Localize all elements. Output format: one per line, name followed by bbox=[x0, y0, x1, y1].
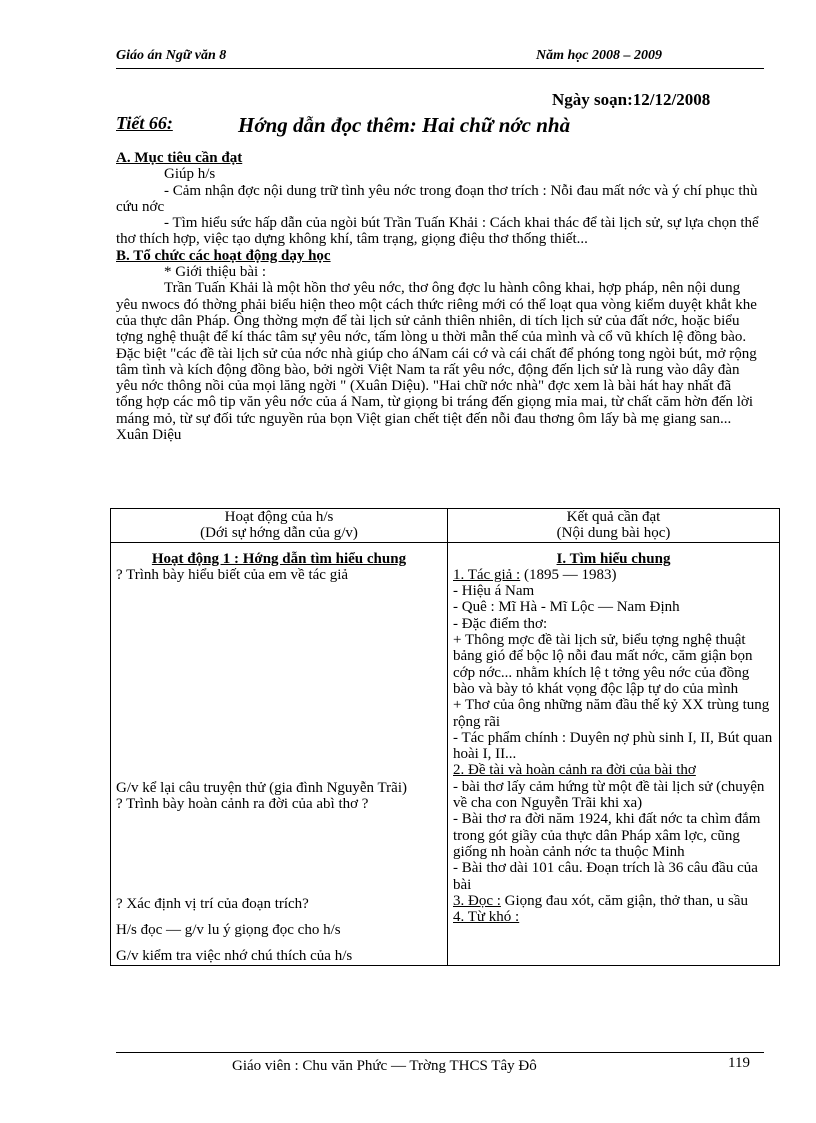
result-column bbox=[448, 542, 780, 965]
author-years: (1895 — 1983) bbox=[520, 566, 617, 583]
activity-item: G/v kiểm tra việc nhớ chú thích của h/s bbox=[116, 948, 353, 965]
result-item: - Bài thơ ra đời năm 1924, khi đất nớc ta chìm đắm trong gót giầy của thực dân Pháp xâm lợc, cũng giống nh hoàn cảnh nớc ta thuộc Minh bbox=[453, 811, 761, 860]
header-text: (Nội dung bài học) bbox=[556, 525, 671, 542]
table-row bbox=[111, 542, 780, 965]
header-text: Kết quả cần đạt bbox=[566, 509, 661, 525]
activity-item: H/s đọc — g/v lu ý giọng đọc cho h/s bbox=[116, 922, 341, 939]
result-item: - Bài thơ dài 101 câu. Đoạn trích là 36 câu đầu của bài bbox=[453, 860, 758, 893]
reading-note: Giọng đau xót, căm giận, thở than, u sầu bbox=[500, 892, 748, 909]
subsection-title: 1. Tác giả : bbox=[453, 566, 521, 583]
header-subject: Giáo án Ngữ văn 8 bbox=[116, 48, 227, 63]
table-header-left bbox=[111, 509, 448, 543]
footer-teacher: Giáo viên : Chu văn Phức — Trờng THCS Tây Đô bbox=[232, 1058, 537, 1074]
section-a-line: - Tìm hiểu sức hấp dẫn của ngòi bút Trần Tuấn Khải : Cách khai thác để tài lịch sử, sự lựa chọn thể thơ thích hợp, việc tạo dựng không khí, tâm trạng, giọng điệu thơ thống thiết... bbox=[116, 215, 759, 248]
section-b-title: B. Tổ chức các hoạt động dạy học bbox=[116, 247, 331, 264]
activity-item: ? Xác định vị trí của đoạn trích? bbox=[116, 895, 309, 912]
section-a-line: - Cảm nhận đợc nội dung trữ tình yêu nớc trong đoạn thơ trích : Nỗi đau mất nớc và ý chí phục thù cứu nớc bbox=[116, 182, 758, 215]
subsection-title: 4. Từ khó : bbox=[453, 909, 520, 926]
page-number: 119 bbox=[728, 1055, 750, 1071]
result-item: + Thơ của ông những năm đầu thế kỷ XX trùng tung rộng rãi bbox=[453, 697, 770, 730]
page-header bbox=[116, 46, 764, 69]
lesson-title: Hớng dẫn đọc thêm: Hai chữ nớc nhà bbox=[238, 113, 571, 137]
section-a bbox=[116, 150, 761, 443]
section-a-title: A. Mục tiêu cần đạt bbox=[116, 150, 243, 166]
intro-paragraph: Trần Tuấn Khải là một hồn thơ yêu nớc, thơ ông đợc lu hành công khai, hợp pháp, nên nội dung yêu nwocs đó thờng phải biểu hiện theo một cách thức riêng mới có thể loạt qua vòng kiểm duyệt khắt khe của thực dân Pháp. Ông thờng mợn để tài lịch sử cảnh thiên nhiên, di tích lịch sử của đất nớc, hoặc biểu tợng nghệ thuật để kí thác tâm sự yêu nớc, tấm lòng u thời mẫn thế của mình và cổ vũ khích lệ đồng bào. Đặc biệt "các đề tài lịch sử của nớc nhà giúp cho áNam cái cớ và cái chất để phóng tong ngòi bút, mở rộng tâm tình và kích động đồng bào, bởi ngời Việt Nam ta rất yêu nớc, động đến lịch sử là rung vào dây đàn yêu nớc thông nồi của mọi lăng ngời " (Xuân Diệu). "Hai chữ nớc nhà" đợc xem là bài hát hay nhất đã tổng hợp các mô tip văn yêu nớc của á Nam, từ giọng bi tráng đến giọng mỉa mai, từ chất căm hờn đến lời máng mỏ, từ sự đối tức nguyền rủa bọn Việt gian chết tiệt đến nỗi đau thơng ôm lấy bà mẹ giang san... Xuân Diệu bbox=[116, 280, 757, 444]
lesson-table bbox=[110, 508, 780, 966]
footer-divider bbox=[116, 1052, 764, 1053]
lesson-title-row bbox=[116, 113, 571, 137]
activity-item: ? Trình bày hoàn cảnh ra đời của abì thơ ? bbox=[116, 796, 369, 813]
header-year: Năm học 2008 – 2009 bbox=[536, 48, 662, 63]
result-item bbox=[453, 893, 774, 909]
activity-item: G/v kể lại câu truyện thử (gia đình Nguyễn Trãi) bbox=[116, 780, 407, 797]
section-a-line: Giúp h/s bbox=[164, 166, 216, 183]
result-item: - bài thơ lấy cảm hứng từ một đề tài lịch sử (chuyện về cha con Nguyễn Trãi khi xa) bbox=[453, 778, 765, 812]
result-item: - Tác phẩm chính : Duyên nợ phù sinh I, II, Bút quan hoài I, II... bbox=[453, 729, 773, 763]
table-header-row bbox=[111, 509, 780, 543]
activity-item: ? Trình bày hiểu biết của em về tác giả bbox=[116, 566, 349, 583]
result-item bbox=[453, 567, 774, 583]
result-item: - Đặc điểm thơ: bbox=[453, 615, 548, 632]
prep-date: Ngày soạn:12/12/2008 bbox=[552, 90, 711, 109]
table-header-right bbox=[448, 509, 780, 543]
header-text: Hoạt động của h/s bbox=[224, 509, 334, 525]
result-heading: I. Tìm hiểu chung bbox=[556, 550, 671, 567]
activity-column bbox=[111, 542, 448, 965]
result-item: + Thông mợc đề tài lịch sử, biểu tợng nghệ thuật bảng gió để bộc lộ nỗi đau mất nớc, căm giận bọn cớp nớc... nhằm khích lệ t tởng yêu nớc của đồng bào và bày tỏ khát vọng độc lập tự do của mình bbox=[453, 632, 753, 697]
section-b-intro: * Giới thiệu bài : bbox=[164, 264, 267, 281]
header-text: (Dới sự hớng dẫn của g/v) bbox=[200, 525, 358, 542]
subsection-title: 2. Đề tài và hoàn cảnh ra đời của bài thơ bbox=[453, 762, 696, 779]
activity-heading: Hoạt động 1 : Hớng dẫn tìm hiểu chung bbox=[151, 550, 407, 567]
result-item: - Quê : Mĩ Hà - Mĩ Lộc — Nam Định bbox=[453, 599, 680, 616]
subsection-title: 3. Đọc : bbox=[453, 892, 501, 909]
result-item: - Hiệu á Nam bbox=[453, 583, 535, 600]
lesson-number: Tiết 66: bbox=[116, 113, 173, 133]
